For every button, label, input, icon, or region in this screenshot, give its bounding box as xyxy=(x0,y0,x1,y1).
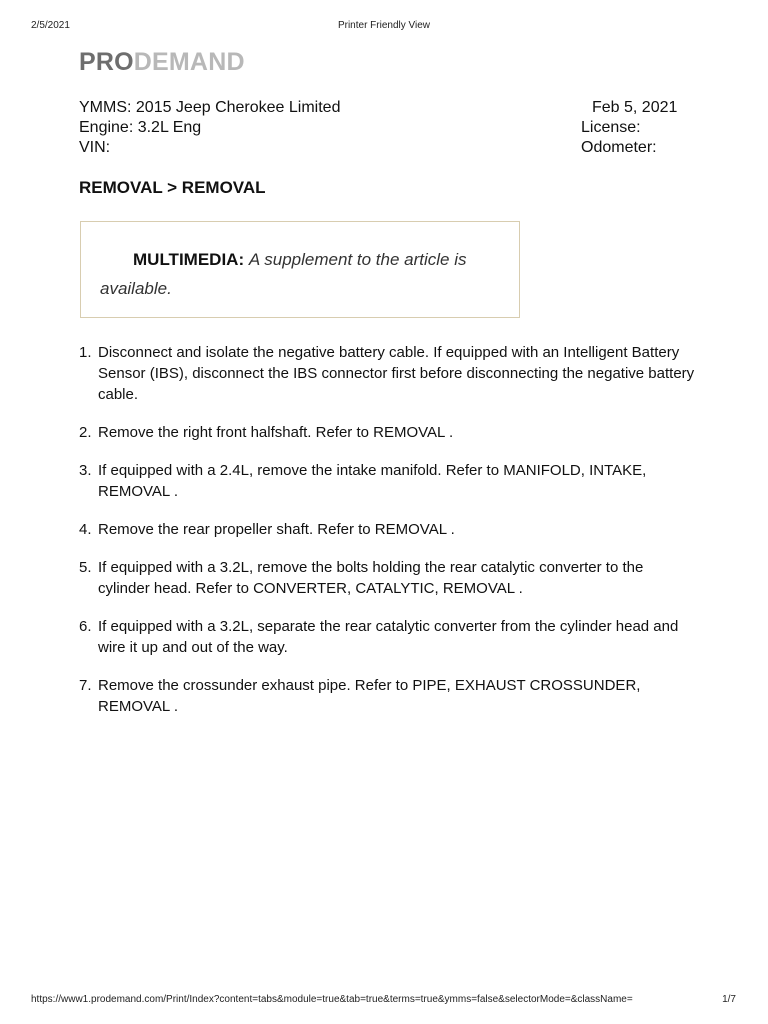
print-date: 2/5/2021 xyxy=(31,20,70,31)
license-line: License: xyxy=(581,119,641,136)
document-date: Feb 5, 2021 xyxy=(592,99,678,116)
page-number: 1/7 xyxy=(722,994,736,1005)
ymms-line: YMMS: 2015 Jeep Cherokee Limited xyxy=(79,99,341,116)
multimedia-notice xyxy=(80,221,520,318)
step-number: 2. xyxy=(79,424,92,441)
list-item xyxy=(79,422,699,443)
section-title: REMOVAL > REMOVAL xyxy=(79,178,266,197)
step-number: 4. xyxy=(79,521,92,538)
multimedia-supplement-link[interactable]: A supplement to the article is available. xyxy=(100,250,467,298)
odometer-line: Odometer: xyxy=(581,139,657,156)
list-item xyxy=(79,342,699,405)
step-text: Disconnect and isolate the negative battery cable. If equipped with an Intelligent Battery Sensor (IBS), disconnect the IBS connector first before disconnecting the negative battery cable. xyxy=(98,344,695,403)
list-item xyxy=(79,519,699,540)
step-text: If equipped with a 2.4L, remove the intake manifold. Refer to MANIFOLD, INTAKE, REMOVAL . xyxy=(98,462,647,500)
step-number: 6. xyxy=(79,618,92,635)
logo-text-pro: PRO xyxy=(79,48,134,76)
step-number: 5. xyxy=(79,559,92,576)
step-text: If equipped with a 3.2L, separate the rear catalytic converter from the cylinder head and wire it up and out of the way. xyxy=(98,618,679,656)
step-text: Remove the rear propeller shaft. Refer to REMOVAL . xyxy=(98,521,455,538)
prodemand-logo xyxy=(79,47,245,77)
step-number: 3. xyxy=(79,462,92,479)
vehicle-info xyxy=(79,98,340,158)
list-item xyxy=(79,557,699,599)
vin-line: VIN: xyxy=(79,139,111,156)
step-text: If equipped with a 3.2L, remove the bolts holding the rear catalytic converter to the cylinder head. Refer to CONVERTER, CATALYTIC, REMOVAL . xyxy=(98,559,644,597)
footer-url: https://www1.prodemand.com/Print/Index?content=tabs&module=true&tab=true&terms=true&ymms=false&selectorMode=&className= xyxy=(31,994,633,1005)
step-text: Remove the crossunder exhaust pipe. Refer to PIPE, EXHAUST CROSSUNDER, REMOVAL . xyxy=(98,677,641,715)
vehicle-meta xyxy=(581,98,677,158)
step-text: Remove the right front halfshaft. Refer to REMOVAL . xyxy=(98,424,454,441)
step-number: 1. xyxy=(79,344,92,361)
engine-line: Engine: 3.2L Eng xyxy=(79,119,202,136)
print-header-title: Printer Friendly View xyxy=(337,20,431,31)
multimedia-label: MULTIMEDIA: xyxy=(133,250,245,269)
list-item xyxy=(79,616,699,658)
step-number: 7. xyxy=(79,677,92,694)
list-item xyxy=(79,460,699,502)
list-item xyxy=(79,675,699,717)
removal-steps-list xyxy=(79,342,699,734)
multimedia-text-block xyxy=(100,245,500,303)
logo-text-demand: DEMAND xyxy=(133,48,245,76)
